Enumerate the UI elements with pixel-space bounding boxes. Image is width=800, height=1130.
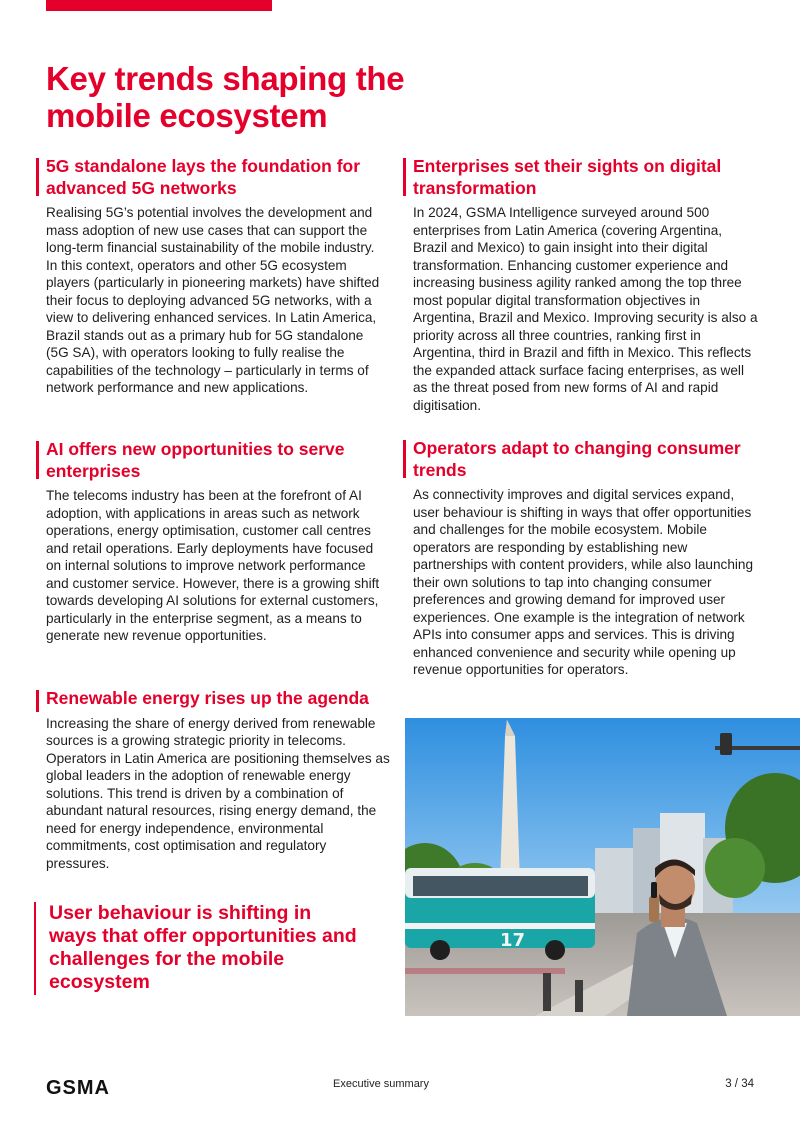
bus-number: 17 <box>500 930 526 951</box>
footer-section-label: Executive summary <box>333 1078 429 1090</box>
gsma-logo <box>46 1077 144 1102</box>
gsma-logo-text: GSMA <box>46 1077 110 1097</box>
section-accent-bar <box>36 441 39 479</box>
section-renewable-energy <box>46 688 391 872</box>
pull-quote <box>34 902 364 994</box>
section-accent-bar <box>403 440 406 478</box>
section-accent-bar <box>36 690 39 712</box>
pull-quote-text: User behaviour is shifting in ways that offer opportunities and challenges for the mobile ecosystem <box>49 902 357 993</box>
top-accent-bar <box>46 0 272 11</box>
section-5g-standalone <box>46 156 386 397</box>
section-accent-bar <box>36 158 39 196</box>
section-body: Realising 5G’s potential involves the development and mass adoption of new use cases that can support the long-term financial sustainability of the mobile industry. In this context, operators and other 5G ecosystem players (particularly in pioneering markets) have shifted their focus to deploying advanced 5G networks, with a view to delivering enhanced services. In Latin America, Brazil stands out as a primary hub for 5G standalone (5G SA), with operators looking to fully realise the capabilities of the technology – particularly in terms of network performance and new applications. <box>46 205 380 395</box>
section-enterprises <box>413 156 758 414</box>
section-operators-consumer-trends <box>413 438 758 679</box>
section-heading: Renewable energy rises up the agenda <box>46 688 369 708</box>
footer-page-number: 3 / 34 <box>725 1078 754 1090</box>
section-heading: 5G standalone lays the foundation for advanced 5G networks <box>46 156 361 198</box>
section-ai-opportunities <box>46 439 386 645</box>
quote-accent-bar <box>34 902 36 995</box>
street-photo <box>405 718 800 1016</box>
section-body: The telecoms industry has been at the forefront of AI adoption, with applications in areas such as network operations, energy optimisation, customer call centres and retail operations. Early deployments have focused on internal solutions to improve network performance and customer service. However, there is a growing shift towards developing AI solutions for external customers, particularly in the enterprise segment, as a means to generate new revenue opportunities. <box>46 488 380 643</box>
section-heading: Enterprises set their sights on digital transformation <box>413 156 722 198</box>
section-body: In 2024, GSMA Intelligence surveyed around 500 enterprises from Latin America (covering Argentina, Brazil and Mexico) to gain insight into their digital transformation. Enhancing customer experience and increasing business agility ranked among the top three most popular digital transformation objectives in Argentina, Brazil and Mexico. Improving security is also a priority across all three countries, ranking first in Argentina, third in Brazil and fifth in Mexico. This reflects the expanded attack surface facing enterprises, as well as the threat posed from new forms of AI and rapid digitisation. <box>413 205 758 413</box>
section-heading: AI offers new opportunities to serve enterprises <box>46 439 345 481</box>
section-heading: Operators adapt to changing consumer trends <box>413 438 741 480</box>
section-body: Increasing the share of energy derived from renewable sources is a growing strategic priority in telecoms. Operators in Latin America are positioning themselves as global leaders in the adoption of renewable energy solutions. This trend is driven by a combination of abundant natural resources, rising energy demand, the need for energy independence, environmental commitments, cost optimisation and regulatory pressures. <box>46 715 390 871</box>
section-body: As connectivity improves and digital services expand, user behaviour is shifting in ways that offer opportunities and challenges for the mobile ecosystem. Mobile operators are responding by establishing new partnerships with content providers, while also launching their own solutions to tap into changing consumer preferences and growing demand for improved user experiences. One example is the integration of network APIs into consumer apps and services. This is driving enhanced convenience and security while opening up revenue opportunities for operators. <box>413 487 754 677</box>
page-title: Key trends shaping the mobile ecosystem <box>46 60 405 134</box>
section-accent-bar <box>403 158 406 196</box>
